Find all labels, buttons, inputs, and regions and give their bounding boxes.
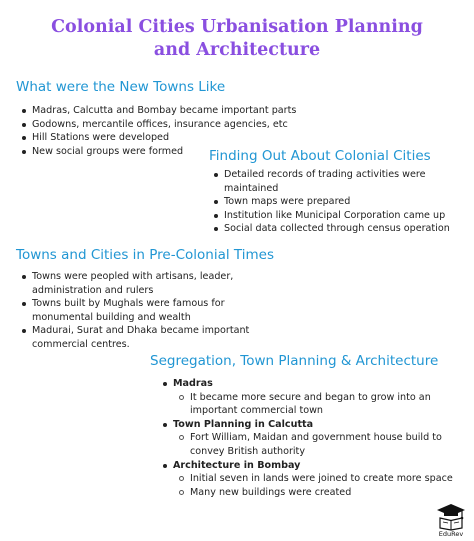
list-item-label: Madras — [173, 378, 213, 389]
list-item-calcutta — [161, 418, 461, 459]
section-heading-new-towns: What were the New Towns Like — [16, 79, 226, 95]
list-item: New social groups were formed — [20, 145, 320, 159]
section-heading-finding-out: Finding Out About Colonial Cities — [209, 148, 431, 164]
list-item-madras — [161, 377, 461, 418]
sublist — [173, 472, 461, 499]
list-item-label: Architecture in Bombay — [173, 459, 301, 471]
section-heading-segregation: Segregation, Town Planning & Architecture — [150, 353, 439, 369]
list-item: Town maps were prepared — [212, 195, 452, 209]
list-item-bombay — [161, 459, 461, 500]
pre-colonial-list — [20, 270, 270, 352]
edurev-logo — [435, 503, 467, 539]
segregation-list — [161, 377, 461, 499]
sublist-item: Initial seven in lands were joined to create more space — [173, 472, 461, 486]
list-item: Godowns, mercantile offices, insurance agencies, etc — [20, 118, 320, 132]
list-item: Madras, Calcutta and Bombay became important parts — [20, 104, 320, 118]
sublist-item: Fort William, Maidan and government house build to convey British authority — [173, 431, 461, 458]
section-heading-pre-colonial: Towns and Cities in Pre-Colonial Times — [16, 247, 274, 263]
finding-out-list — [212, 168, 452, 236]
sublist — [173, 391, 461, 418]
graduation-cap-book-icon — [435, 503, 467, 531]
logo-text: EduRev — [438, 530, 464, 538]
title-line-2: and Architecture — [153, 40, 321, 60]
page-title — [0, 16, 474, 62]
list-item-label: Town Planning in Calcutta — [173, 418, 314, 430]
list-item: Hill Stations were developed — [20, 131, 320, 145]
sublist-item: It became more secure and began to grow into an important commercial town — [173, 391, 461, 418]
sublist — [173, 431, 461, 458]
list-item: Towns were peopled with artisans, leader, administration and rulers — [20, 270, 270, 297]
list-item: Towns built by Mughals were famous for monumental building and wealth — [20, 297, 270, 324]
list-item: Detailed records of trading activities were maintained — [212, 168, 452, 195]
title-line-1: Colonial Cities Urbanisation Planning — [51, 17, 423, 37]
list-item: Social data collected through census operation — [212, 222, 452, 236]
list-item: Madurai, Surat and Dhaka became important commercial centres. — [20, 324, 270, 351]
sublist-item: Many new buildings were created — [173, 486, 461, 500]
list-item: Institution like Municipal Corporation came up — [212, 209, 452, 223]
